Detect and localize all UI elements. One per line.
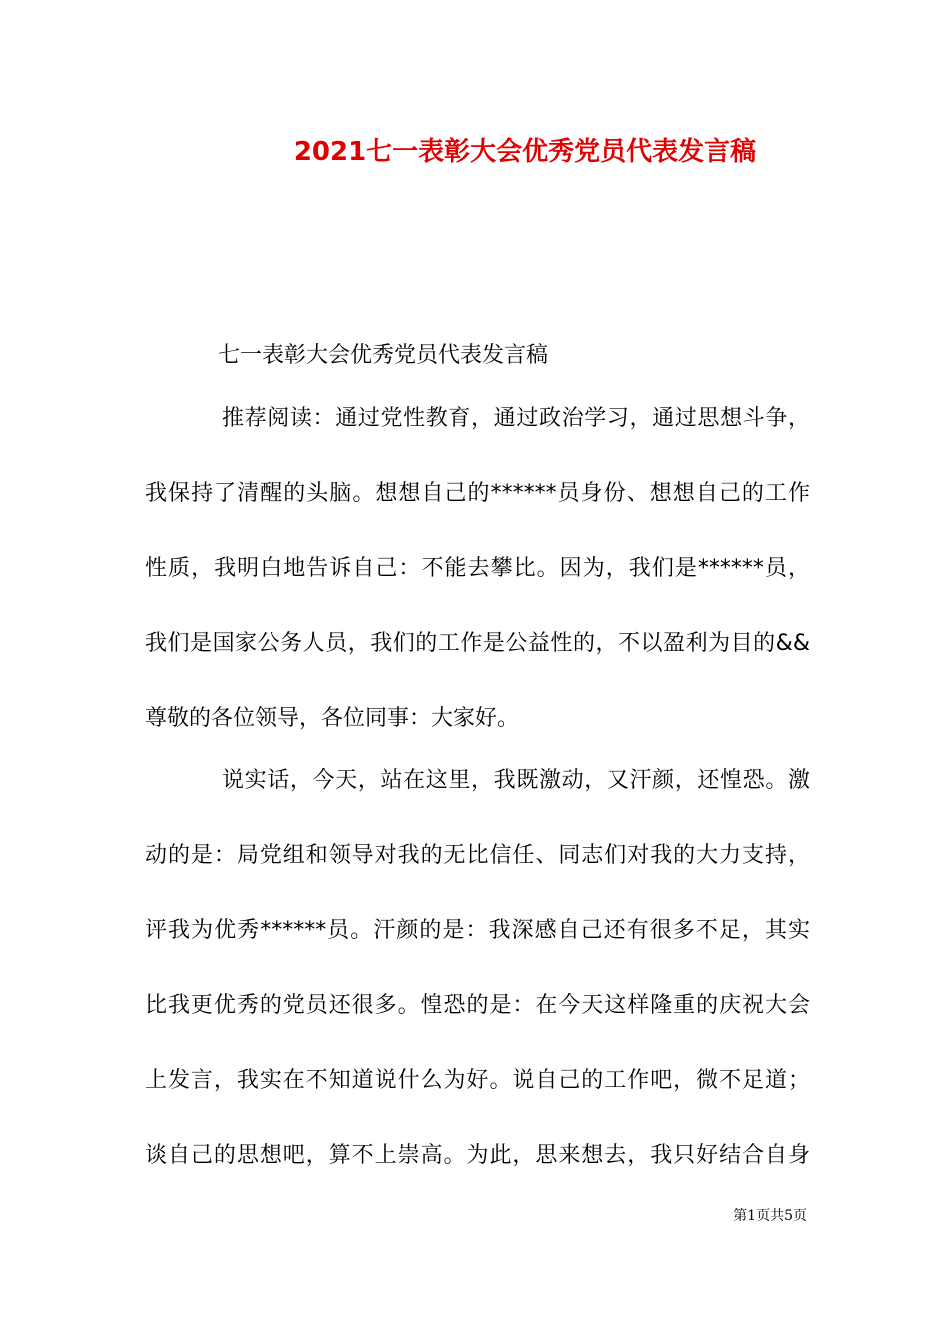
paragraph-line: 尊敬的各位领导，各位同事：大家好。 — [145, 706, 520, 731]
paragraph-line: 性质，我明白地告诉自己：不能去攀比。因为，我们是******员， — [145, 556, 810, 581]
paragraph-line: 比我更优秀的党员还很多。惶恐的是：在今天这样隆重的庆祝大会 — [145, 993, 810, 1018]
paragraph-line: 谈自己的思想吧，算不上崇高。为此，思来想去，我只好结合自身 — [145, 1143, 810, 1168]
paragraph-line: 推荐阅读：通过党性教育，通过政治学习，通过思想斗争， — [222, 406, 810, 431]
paragraph-line: 评我为优秀******员。汗颜的是：我深感自己还有很多不足，其实 — [145, 918, 810, 943]
paragraph-line: 我们是国家公务人员，我们的工作是公益性的，不以盈利为目的&& — [145, 631, 810, 656]
page-number: 第1页共5页 — [733, 1208, 807, 1224]
paragraph-line: 我保持了清醒的头脑。想想自己的******员身份、想想自己的工作 — [145, 481, 810, 506]
document-subtitle: 七一表彰大会优秀党员代表发言稿 — [218, 343, 549, 368]
paragraph-line: 动的是：局党组和领导对我的无比信任、同志们对我的大力支持， — [145, 843, 810, 868]
document-title: 2021七一表彰大会优秀党员代表发言稿 — [293, 137, 757, 167]
paragraph-line: 上发言，我实在不知道说什么为好。说自己的工作吧，微不足道； — [145, 1068, 810, 1093]
paragraph-line: 说实话，今天，站在这里，我既激动，又汗颜，还惶恐。激 — [222, 768, 810, 793]
